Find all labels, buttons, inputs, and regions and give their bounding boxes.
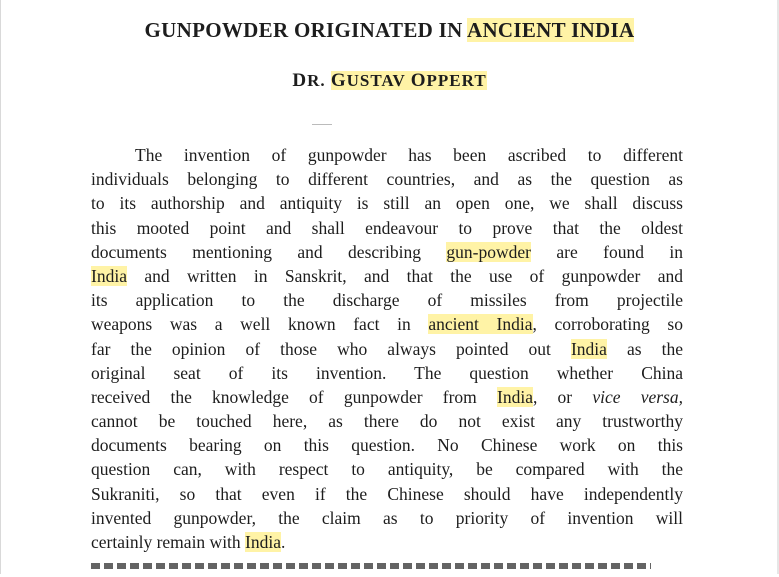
author-last-rest: PPERT [426,71,487,90]
title-highlight: ANCIENT INDIA [466,18,635,42]
author-first-initial: G [330,70,347,91]
body-text: documents mentioning and describing [91,241,447,262]
body-line: individuals belonging to different countries, and as the question as [91,169,683,190]
body-line [91,240,683,264]
article-title [0,18,779,43]
body-line: Sukraniti, so that even if the Chinese should have independently [91,483,683,504]
title-text: GUNPOWDER ORIGINATED IN [144,18,467,42]
body-italic: vice versa, [592,386,683,407]
body-line [91,385,683,409]
separator-mark [312,124,332,125]
body-text: and written in Sanskrit, and that the use of gunpowder and [126,265,683,286]
body-line: to its authorship and antiquity is still an open one, we shall discuss [91,193,683,214]
body-highlight: ancient India [428,314,533,335]
body-line: original seat of its invention. The question whether China [91,362,683,383]
body-line: The invention of gunpowder has been ascribed to different [135,145,683,165]
author-last-initial: O [410,70,427,91]
body-text: , corroborating so [532,314,683,335]
body-line: cannot be touched here, as there do not exist any trustworthy [91,411,683,432]
body-highlight: gun-powder [446,241,531,262]
body-text: weapons was a well known fact in [91,314,429,335]
body-text: certainly remain with [91,532,246,552]
cut-off-next-line [91,563,651,577]
body-line [91,264,683,288]
body-text: as the [606,338,683,359]
body-text: received the knowledge of gunpowder from [91,386,497,407]
body-line: this mooted point and shall endeavour to prove that the oldest [91,217,683,238]
author-prefix-initial: D [292,70,308,91]
body-line: documents bearing on this question. No Chinese work on this [91,435,683,456]
body-text: are found in [530,241,683,262]
author-first-rest: USTAV [346,71,406,90]
author-prefix-rest: R. [307,71,326,90]
body-line [91,312,683,336]
author-line [0,70,779,92]
body-highlight: India [245,532,282,552]
body-line [91,337,683,361]
body-text: far the opinion of those who always pointed out [91,338,571,359]
body-line: question can, with respect to antiquity, be compared with the [91,459,683,480]
body-highlight: India [497,386,533,407]
body-line: invented gunpowder, the claim as to priority of invention will [91,507,683,528]
article-paragraph [91,143,683,554]
body-line: its application to the discharge of missiles from projectile [91,290,683,311]
author-name-highlight [331,71,487,90]
body-highlight: India [570,338,607,359]
body-highlight: India [91,265,127,286]
body-text: . [281,532,286,552]
body-line [91,530,683,554]
body-text: , or [532,386,593,407]
